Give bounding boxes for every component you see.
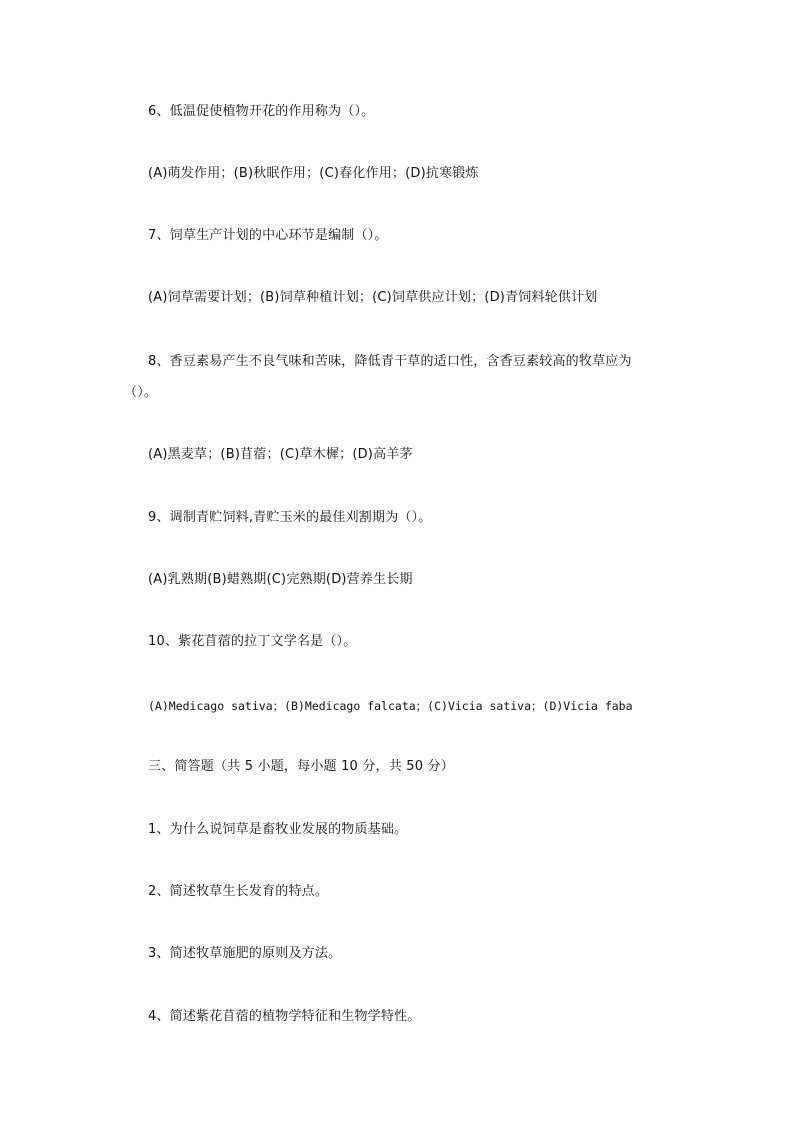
question-8-line-2: （）。: [124, 385, 158, 400]
section-3-item: 2、简述牧草生长发育的特点。: [148, 884, 329, 899]
question-10-options: (A)Medicago sativa；(B)Medicago falcata；(C)Vicia sativa；(D)Vicia faba: [148, 699, 633, 713]
question-6: 6、低温促使植物开花的作用称为（）。: [148, 104, 375, 119]
question-9: 9、调制青贮饲料,青贮玉米的最佳刈割期为（）。: [148, 510, 432, 525]
question-9-options: (A)乳熟期(B)蜡熟期(C)完熟期(D)营养生长期: [148, 572, 413, 587]
section-3-item: 3、简述牧草施肥的原则及方法。: [148, 946, 342, 961]
question-7: 7、饲草生产计划的中心环节是编制（）。: [148, 228, 388, 243]
question-8-line-1: 8、香豆素易产生不良气味和苦味，降低青干草的适口性，含香豆素较高的牧草应为: [148, 354, 632, 369]
question-10: 10、紫花苜蓿的拉丁文学名是（）。: [148, 634, 357, 649]
question-7-options: (A)饲草需要计划；(B)饲草种植计划；(C)饲草供应计划；(D)青饲料轮供计划: [148, 290, 598, 305]
question-6-options: (A)萌发作用；(B)秋眠作用；(C)春化作用；(D)抗寒锻炼: [148, 166, 479, 181]
section-3-heading: 三、简答题（共 5 小题，每小题 10 分，共 50 分）: [148, 759, 454, 774]
question-8-options: (A)黑麦草；(B)苜蓿；(C)草木樨；(D)高羊茅: [148, 447, 413, 462]
section-3-item: 1、为什么说饲草是畜牧业发展的物质基础。: [148, 822, 408, 837]
section-3-item: 4、简述紫花苜蓿的植物学特征和生物学特性。: [148, 1009, 421, 1024]
